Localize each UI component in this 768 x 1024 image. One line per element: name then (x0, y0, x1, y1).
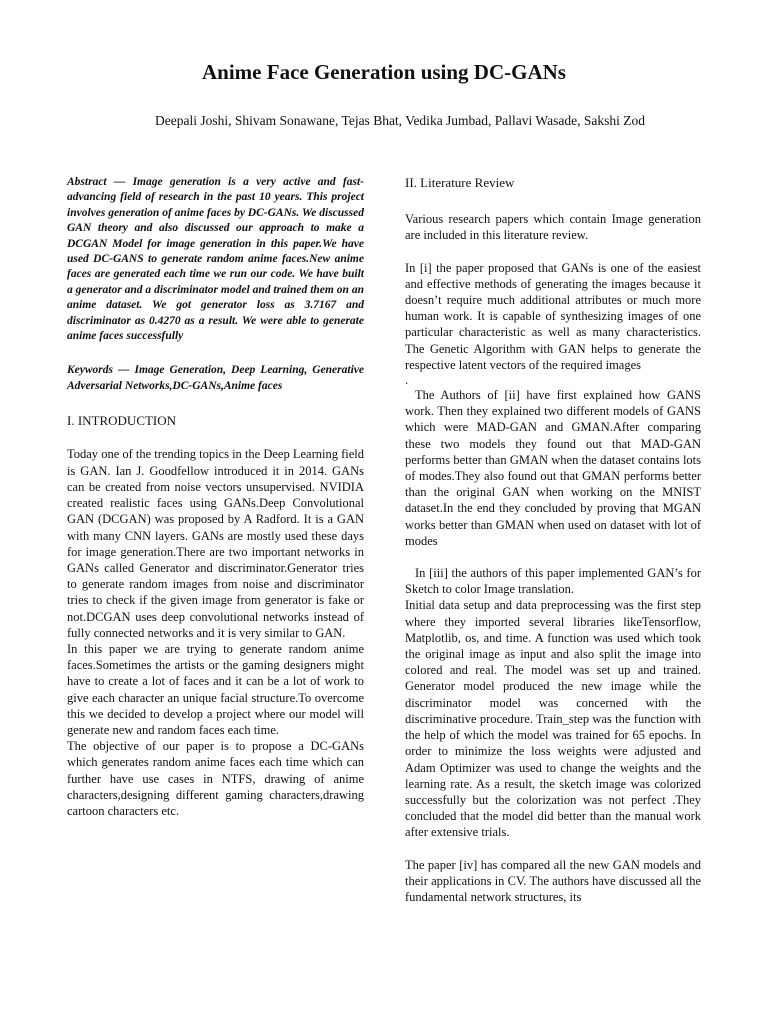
section-heading-literature-review: II. Literature Review (405, 175, 515, 190)
intro-paragraph: Today one of the trending topics in the Deep Learning field is GAN. Ian J. Goodfellow introduced it in 2014. GANs can be created from noise vectors unsupervised. NVIDIA created realistic faces using GANs.Deep Convolutional GAN (DCGAN) was proposed by A Radford. It is a GAN with many CNN layers. GANs are mostly used these days for image generation.There are two important networks in GANs called Generator and discriminator.Generator tries to generate random images from noise and discriminator tries to check if the given image from generator is fake or not.DCGAN uses deep convolutional networks instead of fully connected networks and it is very similar to GAN. (67, 447, 364, 640)
left-column (67, 175, 364, 819)
lit-review-paragraph: Initial data setup and data preprocessing was the first step where they imported several libraries likeTensorflow, Matplotlib, os, and time. A function was used which took the original image as input and also split the image into colored and real. The model was set up and trained. Generator model produced the new image while the discriminator model was concerned with the discriminative procedure. Train_step was the function with the help of which the model was trained for 65 epochs. In order to minimize the loss weights were adjusted and Adam Optimizer was used to change the weights and the learning rate. As a result, the sketch image was colorized successfully but the colorization was not perfect .They concluded that the model did better than the manual work after extensive trials. (405, 598, 701, 840)
author-list: Deepali Joshi, Shivam Sonawane, Tejas Bhat, Vedika Jumbad, Pallavi Wasade, Sakshi Zod (155, 113, 645, 128)
lit-review-paragraph: The Authors of [ii] have first explained how GANS work. Then they explained two different models of GANS which were MAD-GAN and GMAN.After comparing these two models they found out that MAD-GAN performs better than GMAN when the dataset contains lots of modes.They also found out that GMAN performs better than the original GAN when working on the MNIST dataset.In the end they concluded by proving that MGAN works better than GMAN when used on dataset with lot of modes (405, 388, 701, 548)
intro-paragraph: In this paper we are trying to generate random anime faces.Sometimes the artists or the gaming designers might have to create a lot of faces and it can be a lot of work to give each character an unique facial structure.To overcome this we decided to develop a project where our model will generate new and random faces each time. (67, 641, 364, 737)
lit-review-paragraph: In [iii] the authors of this paper implemented GAN’s for Sketch to color Image translation. (405, 566, 701, 597)
keywords: Keywords — Image Generation, Deep Learning, Generative Adversarial Networks,DC-GANs,Anime faces (67, 364, 364, 392)
right-column (405, 175, 701, 905)
paper-title: Anime Face Generation using DC-GANs (202, 60, 566, 84)
stray-period: . (405, 373, 409, 388)
lit-review-paragraph: In [i] the paper proposed that GANs is one of the easiest and effective methods of generating the images because it doesn’t require much additional attributes or much more human work. It is capable of synthesizing images of one particular characteristic as well as many characteristics. The Genetic Algorithm with GAN helps to generate the respective latent vectors of the required images (405, 260, 701, 372)
lit-review-paragraph: Various research papers which contain Image generation are included in this literature review. (405, 212, 701, 243)
lit-review-paragraph: The paper [iv] has compared all the new GAN models and their applications in CV. The authors have discussed all the fundamental network structures, its (405, 857, 701, 904)
section-heading-introduction: I. INTRODUCTION (67, 413, 177, 429)
intro-paragraph: The objective of our paper is to propose a DC-GANs which generates random anime faces each time which can further have use cases in NTFS, drawing of anime characters,designing different gaming characters,drawing cartoon characters etc. (67, 739, 364, 818)
abstract: Abstract — Image generation is a very active and fast-advancing field of research in the past 10 years. This project involves generation of anime faces by DC-GANs. We discussed GAN theory and also discussed our approach to make a DCGAN Model for image generation in this paper.We have used DC-GANS to generate random anime faces.New anime faces are generated each time we run our code. We have built a generator and a discriminator model and trained them on an anime dataset. We got generator loss as 3.7167 and discriminator as 0.4270 as a result. We were able to generate anime faces successfully (67, 176, 364, 343)
